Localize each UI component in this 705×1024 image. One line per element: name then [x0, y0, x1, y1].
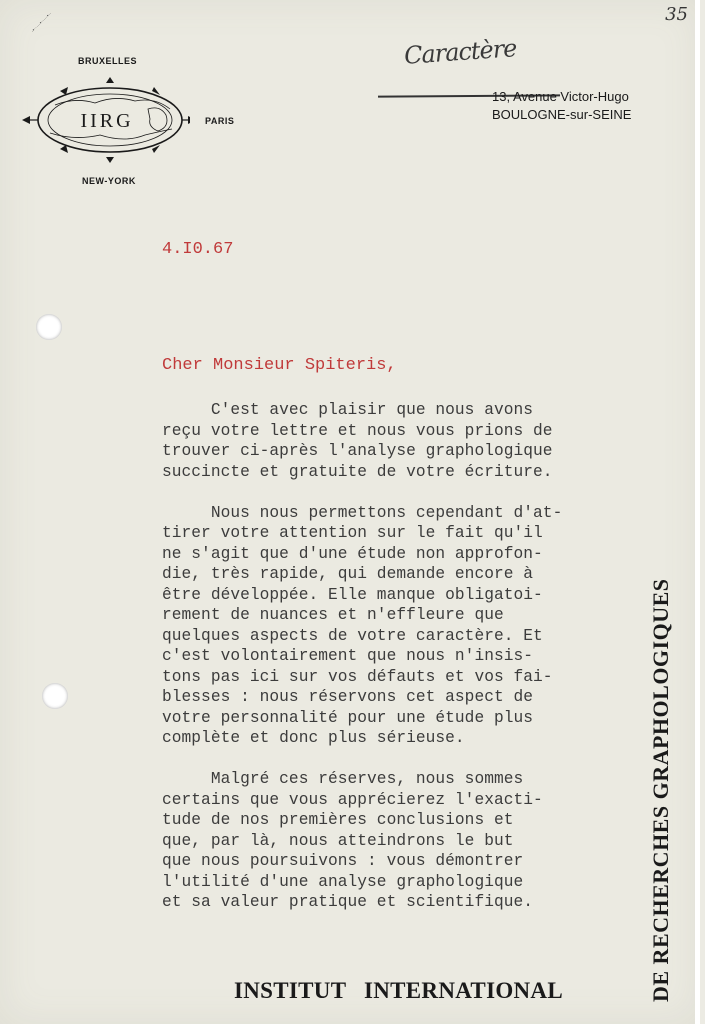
body-line: Malgré ces réserves, nous sommes	[162, 770, 524, 788]
page-number: 35	[665, 4, 688, 25]
paragraph-gap	[162, 749, 652, 770]
logo-city-bottom: NEW-YORK	[82, 176, 136, 186]
body-line: ne s'agit que d'une étude non approfon-	[162, 544, 543, 563]
page-edge	[695, 0, 700, 1024]
paragraph-gap	[162, 482, 652, 503]
body-line: quelques aspects de votre caractère. Et	[162, 626, 543, 645]
body-line: que nous poursuivons : vous démontrer	[162, 852, 524, 870]
iirg-logo	[20, 10, 250, 200]
body-line: C'est avec plaisir que nous avons	[162, 401, 534, 419]
handwritten-annotation: Caractère	[403, 34, 518, 70]
footer-institute-title: INSTITUT INTERNATIONAL	[234, 978, 563, 1003]
body-line: être développée. Elle manque obligatoi-	[162, 585, 543, 604]
address-street: 13, Avenue Victor-Hugo	[492, 89, 629, 104]
logo-city-top: BRUXELLES	[78, 56, 138, 66]
punch-hole-bottom	[42, 683, 68, 709]
body-line: die, très rapide, qui demande encore à	[162, 565, 534, 583]
body-line: reçu votre lettre et nous vous prions de	[162, 421, 553, 440]
body-line: Nous nous permettons cependant d'at-	[162, 503, 563, 522]
body-line: l'utilité d'une analyse graphologique	[162, 872, 524, 891]
body-line: tude de nos premières conclusions et	[162, 811, 514, 829]
body-line: certains que vous apprécierez l'exacti-	[162, 790, 543, 809]
body-line: succincte et gratuite de votre écriture.	[162, 462, 553, 481]
body-line: et sa valeur pratique et scientifique.	[162, 893, 534, 911]
logo-text: IIRG	[80, 110, 134, 132]
letter-date: 4.I0.67	[162, 240, 234, 259]
body-line: blesses : nous réservons cet aspect de	[162, 688, 534, 706]
letter-body	[162, 400, 652, 913]
body-line: que, par là, nous atteindrons le but	[162, 831, 514, 850]
globe-emblem	[20, 75, 190, 165]
letterhead-address	[492, 88, 662, 124]
vertical-institute-title: DE RECHERCHES GRAPHOLOGIQUES	[648, 578, 673, 1002]
body-line: c'est volontairement que nous n'insis-	[162, 647, 534, 665]
salutation: Cher Monsieur Spiteris,	[162, 356, 397, 375]
stamp-mark: ·•·····•·····•··	[30, 10, 54, 35]
body-line: rement de nuances et n'effleure que	[162, 606, 504, 624]
logo-city-right: PARIS	[205, 116, 235, 126]
body-line: tons pas ici sur vos défauts et vos fai-	[162, 667, 553, 686]
body-line: trouver ci-après l'analyse graphologique	[162, 442, 553, 460]
body-line: tirer votre attention sur le fait qu'il	[162, 524, 543, 542]
punch-hole-top	[36, 314, 62, 340]
body-line: votre personnalité pour une étude plus	[162, 708, 534, 727]
address-city: BOULOGNE-sur-SEINE	[492, 107, 632, 122]
body-line: complète et donc plus sérieuse.	[162, 729, 465, 747]
